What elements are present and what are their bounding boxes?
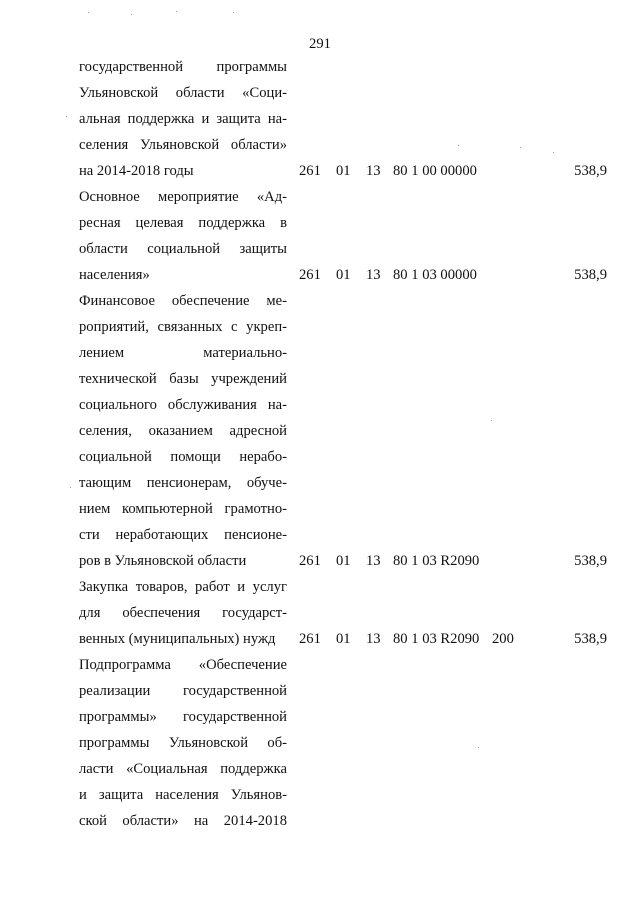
section-code: 01 bbox=[336, 553, 351, 569]
description-line: ской области» на 2014-2018 bbox=[79, 813, 287, 829]
description-line: области социальной защиты bbox=[79, 241, 287, 257]
target-article-code: 80 1 03 R2090 bbox=[393, 631, 480, 647]
description-line: тающим пенсионерам, обуче- bbox=[79, 475, 287, 491]
description-line: селения, оказанием адресной bbox=[79, 423, 287, 439]
expense-type-code: 200 bbox=[492, 631, 514, 647]
description-line: нием компьютерной грамотно- bbox=[79, 501, 287, 517]
description-line: государственной программы bbox=[79, 59, 287, 75]
amount: 538,9 bbox=[574, 553, 607, 569]
description-line: программы Ульяновской об- bbox=[79, 735, 287, 751]
description-line: ров в Ульяновской области bbox=[79, 553, 247, 569]
subsection-code: 13 bbox=[366, 631, 381, 647]
description-line: социального обслуживания на- bbox=[79, 397, 287, 413]
description-line: социальной помощи нерабо- bbox=[79, 449, 287, 465]
description-line: Подпрограмма «Обеспечение bbox=[79, 657, 287, 673]
section-code: 01 bbox=[336, 631, 351, 647]
admin-code: 261 bbox=[299, 631, 321, 647]
target-article-code: 80 1 03 00000 bbox=[393, 267, 477, 283]
page-number: 291 bbox=[309, 36, 331, 52]
row-description bbox=[79, 292, 287, 578]
subsection-code: 13 bbox=[366, 163, 381, 179]
description-line: Закупка товаров, работ и услуг bbox=[79, 579, 287, 595]
description-line: Ульяновской области «Соци- bbox=[79, 85, 287, 101]
amount: 538,9 bbox=[574, 267, 607, 283]
subsection-code: 13 bbox=[366, 553, 381, 569]
admin-code: 261 bbox=[299, 267, 321, 283]
amount: 538,9 bbox=[574, 631, 607, 647]
description-line: роприятий, связанных с укреп- bbox=[79, 319, 287, 335]
description-line: программы» государственной bbox=[79, 709, 287, 725]
section-code: 01 bbox=[336, 267, 351, 283]
description-line: селения Ульяновской области» bbox=[79, 137, 287, 153]
description-line: для обеспечения государст- bbox=[79, 605, 287, 621]
description-line: ласти «Социальная поддержка bbox=[79, 761, 287, 777]
amount: 538,9 bbox=[574, 163, 607, 179]
row-description bbox=[79, 58, 287, 188]
row-description bbox=[79, 656, 287, 838]
description-line: Основное мероприятие «Ад- bbox=[79, 189, 287, 205]
admin-code: 261 bbox=[299, 163, 321, 179]
description-line: реализации государственной bbox=[79, 683, 287, 699]
admin-code: 261 bbox=[299, 553, 321, 569]
description-line: венных (муниципальных) нужд bbox=[79, 631, 276, 647]
row-description bbox=[79, 188, 287, 292]
description-line: ресная целевая поддержка в bbox=[79, 215, 287, 231]
description-line: на 2014-2018 годы bbox=[79, 163, 194, 179]
description-line: технической базы учреждений bbox=[79, 371, 287, 387]
description-line: Финансовое обеспечение ме- bbox=[79, 293, 287, 309]
description-line: населения» bbox=[79, 267, 150, 283]
section-code: 01 bbox=[336, 163, 351, 179]
description-line: лением материально- bbox=[79, 345, 287, 361]
description-line: и защита населения Ульянов- bbox=[79, 787, 287, 803]
row-description bbox=[79, 578, 287, 656]
description-line: альная поддержка и защита на- bbox=[79, 111, 287, 127]
subsection-code: 13 bbox=[366, 267, 381, 283]
description-line: сти неработающих пенсионе- bbox=[79, 527, 287, 543]
target-article-code: 80 1 03 R2090 bbox=[393, 553, 480, 569]
target-article-code: 80 1 00 00000 bbox=[393, 163, 477, 179]
